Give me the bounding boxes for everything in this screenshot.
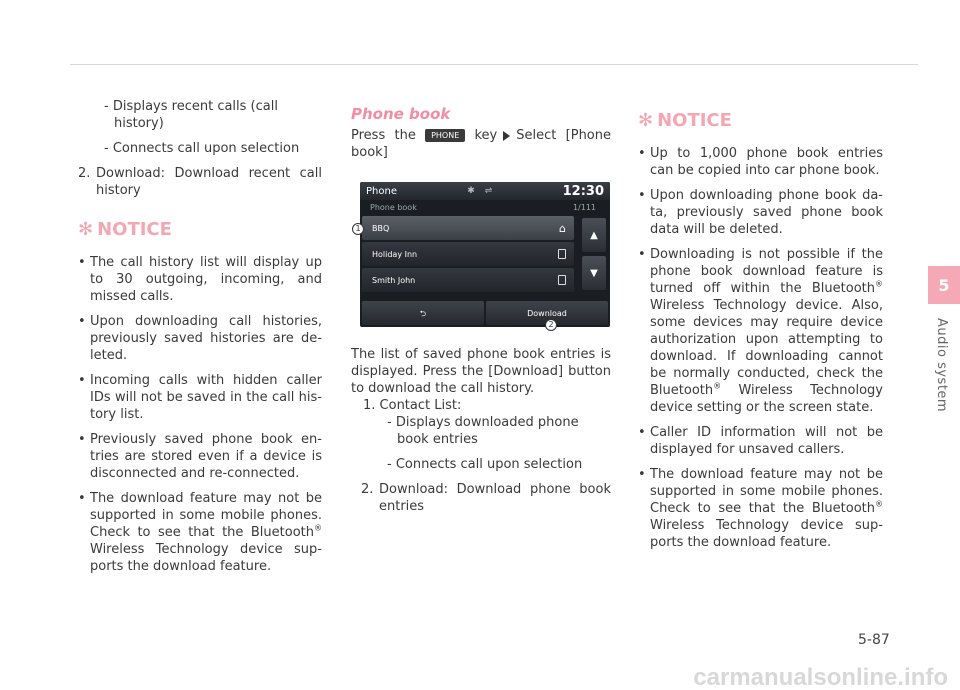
bullet-icon: • [78,373,86,388]
contact-row[interactable]: Smith John [362,268,574,292]
numbered-item [78,165,322,199]
callout-1: 1 [352,223,364,235]
home-icon: ⌂ [559,221,566,235]
phone-key-icon: PHONE [425,129,465,142]
left-column [78,98,322,583]
list-item: • The download feature may not be supported in some mobile phones. Check to see that the Bluetooth® Wireless Technology device sup-ports the download feature. [78,491,322,574]
mobile-icon [558,275,566,285]
bullet-icon: • [638,425,646,440]
scroll-down-icon[interactable]: ▼ [582,256,606,290]
dash-item: - Connects call upon selection [387,457,583,472]
asterisk-icon: ✻ [78,219,94,240]
callout-2: 2 [545,319,557,331]
middle-column [351,106,611,525]
clock: 12:30 [562,183,604,199]
section-title: Phone book [351,105,451,123]
notice-heading [638,112,883,129]
list-item: • Caller ID information will not be displayed for unsaved callers. [638,425,883,457]
mobile-icon [558,249,566,259]
page-number: 5-87 [858,632,890,648]
scroll-up-icon[interactable]: ▲ [582,218,606,252]
top-rule [70,64,918,65]
list-item: • Upon downloading phone book da-ta, previously saved phone book data will be deleted. [638,188,883,237]
list1-label: 1. Contact List: [363,398,462,413]
dash-item: - Displays downloaded phone book entries [387,415,579,447]
contact-row[interactable]: BBQ ⌂ [362,216,574,240]
usb-icon: ⇌ [484,185,493,196]
contact-list [362,216,574,294]
bullet-icon: • [638,467,646,482]
dash-item: - Displays recent calls (call history) [104,99,278,131]
subheader: Phone book 1/111 [360,200,610,214]
bullet-icon: • [78,255,86,270]
bottom-bar [362,301,608,325]
bluetooth-icon: ✱ [467,185,475,196]
item-number: 2. [78,166,91,181]
instruction: Press the PHONE key Select [Phone book] [351,128,611,160]
list-item: • The call history list will display up to 30 outgoing, incoming, and missed calls. [78,255,322,304]
notice-list [78,254,322,575]
bullet-icon: • [638,188,646,203]
scroll-buttons [582,218,606,294]
notice-label: NOTICE [97,219,172,240]
entry-count: 1/111 [572,202,596,212]
bullet-icon: • [638,146,646,161]
bullet-icon: • [78,491,86,506]
list-item: • Upon downloading call histories, previously saved histories are de-leted. [78,314,322,363]
screen-title: Phone [366,185,397,197]
item-text: Download: Download recent call history [96,166,322,198]
notice-heading [78,221,322,238]
download-button[interactable]: Download [486,301,608,325]
list-item: • Previously saved phone book en-tries are stored even if a device is disconnected and re-connected. [78,432,322,481]
description: The list of saved phone book entries is displayed. Press the [Download] button to download the call history. [351,347,611,396]
registered-mark: ® [314,523,322,533]
numbered-item: 2. Download: Download phone book entries [361,482,611,514]
notice-list [638,145,883,551]
watermark: carmanualsonline.info [693,664,948,690]
contact-row[interactable]: Holiday Inn [362,242,574,266]
list-item: • Up to 1,000 phone book entries can be copied into car phone book. [638,146,883,178]
bullet-icon: • [78,314,86,329]
registered-mark: ® [875,499,883,509]
asterisk-icon: ✻ [638,110,654,131]
list-item: • The download feature may not be supported in some mobile phones. Check to see that the Bluetooth® Wireless Technology device sup-ports the download feature. [638,467,883,550]
phone-book-screenshot [355,182,610,332]
notice-label: NOTICE [657,110,732,131]
list-item: • Downloading is not possible if the phone book download feature is turned off within the Bluetooth® Wireless Technology device. Also, some devices may require device authorization upon attempting to download. If downloading cannot be normally conducted, check the Bluetooth® Wireless Technology device setting or the screen state. [638,247,883,415]
chapter-tab: 5 [928,266,960,304]
registered-mark: ® [875,279,883,289]
dash-item: - Connects call upon selection [104,141,300,156]
list-item: • Incoming calls with hidden caller IDs will not be saved in the call his-tory list. [78,373,322,422]
screen [360,182,610,327]
chapter-label: Audio system [934,318,949,413]
right-column [638,112,883,559]
bullet-icon: • [638,247,646,262]
arrow-right-icon [503,131,510,141]
bullet-icon: • [78,432,86,447]
back-button[interactable]: ⮌ [362,301,484,325]
registered-mark: ® [713,381,722,391]
status-bar [360,182,610,200]
